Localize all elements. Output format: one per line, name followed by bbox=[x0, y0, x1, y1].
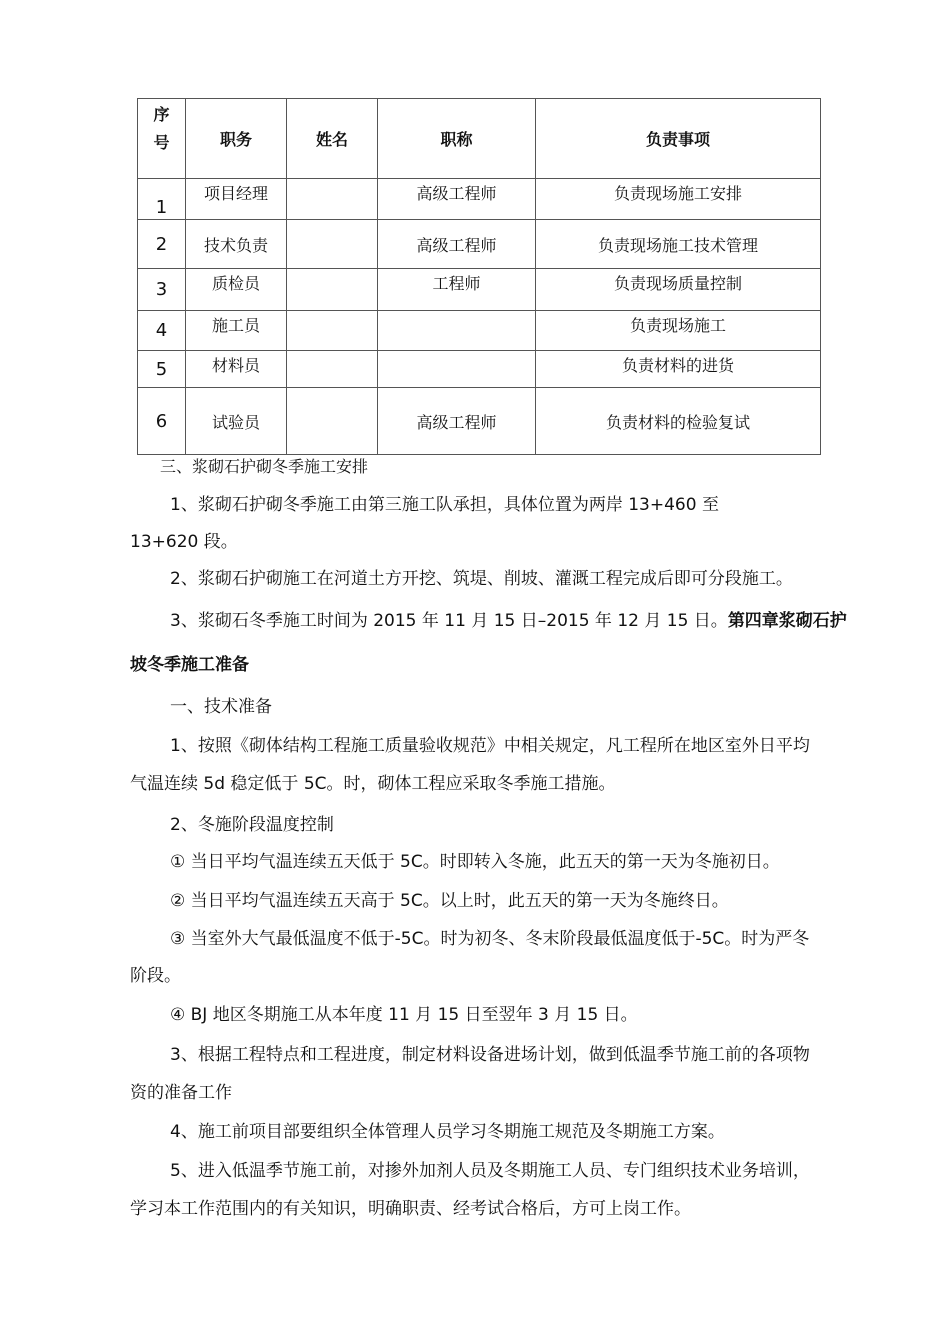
row-duty: 负责现场施工 bbox=[536, 311, 821, 351]
list-item: ④ BJ 地区冬期施工从本年度 11 月 15 日至翌年 3 月 15 日。 bbox=[170, 1005, 638, 1025]
row-name bbox=[287, 179, 378, 220]
row-name bbox=[287, 351, 378, 388]
paragraph: 5、进入低温季节施工前，对掺外加剂人员及冬期施工人员、专门组织技术业务培训， bbox=[170, 1161, 810, 1181]
row-seq: 2 bbox=[138, 220, 186, 269]
row-name bbox=[287, 269, 378, 311]
paragraph: 资的准备工作 bbox=[130, 1083, 232, 1103]
row-title: 高级工程师 bbox=[378, 388, 536, 455]
row-name bbox=[287, 388, 378, 455]
row-title bbox=[378, 351, 536, 388]
chapter-title: 坡冬季施工准备 bbox=[130, 655, 249, 675]
row-role: 项目经理 bbox=[186, 179, 287, 220]
paragraph: 2、浆砌石护砌施工在河道土方开挖、筑堤、削坡、灌溉工程完成后即可分段施工。 bbox=[170, 569, 793, 589]
row-role: 施工员 bbox=[186, 311, 287, 351]
row-duty: 负责现场施工技术管理 bbox=[536, 220, 821, 269]
table-row bbox=[138, 388, 821, 455]
paragraph bbox=[170, 610, 870, 632]
row-role: 技术负责 bbox=[186, 220, 287, 269]
paragraph: 4、施工前项目部要组织全体管理人员学习冬期施工规范及冬期施工方案。 bbox=[170, 1122, 725, 1142]
row-seq: 6 bbox=[138, 388, 186, 455]
table-header-row bbox=[138, 99, 821, 179]
row-role: 材料员 bbox=[186, 351, 287, 388]
table-row bbox=[138, 269, 821, 311]
row-duty: 负责现场施工安排 bbox=[536, 179, 821, 220]
staff-table bbox=[137, 98, 821, 455]
list-item: ② 当日平均气温连续五天高于 5C。以上时，此五天的第一天为冬施终日。 bbox=[170, 891, 729, 911]
row-title bbox=[378, 311, 536, 351]
paragraph-text: 3、浆砌石冬季施工时间为 2015 年 11 月 15 日–2015 年 12 月 15 日。 bbox=[170, 611, 728, 631]
paragraph: 学习本工作范围内的有关知识，明确职责、经考试合格后，方可上岗工作。 bbox=[130, 1199, 691, 1219]
table-row bbox=[138, 220, 821, 269]
paragraph: 3、根据工程特点和工程进度，制定材料设备进场计划，做到低温季节施工前的各项物 bbox=[170, 1045, 810, 1065]
header-seq-top: 序 bbox=[153, 105, 170, 124]
table-row bbox=[138, 179, 821, 220]
chapter-title: 第四章浆砌石护 bbox=[727, 611, 847, 631]
row-role: 试验员 bbox=[186, 388, 287, 455]
row-seq: 5 bbox=[138, 351, 186, 388]
table-row bbox=[138, 311, 821, 351]
header-duty: 负责事项 bbox=[536, 99, 821, 179]
table-row bbox=[138, 351, 821, 388]
header-name: 姓名 bbox=[287, 99, 378, 179]
row-seq: 1 bbox=[138, 179, 186, 220]
section-heading: 三、浆砌石护砌冬季施工安排 bbox=[160, 457, 369, 476]
header-role: 职务 bbox=[186, 99, 287, 179]
paragraph: 1、浆砌石护砌冬季施工由第三施工队承担，具体位置为两岸 13+460 至 bbox=[170, 495, 719, 515]
row-title: 高级工程师 bbox=[378, 220, 536, 269]
row-name bbox=[287, 311, 378, 351]
list-item: 阶段。 bbox=[130, 966, 181, 986]
row-name bbox=[287, 220, 378, 269]
paragraph: 13+620 段。 bbox=[130, 532, 238, 552]
row-duty: 负责现场质量控制 bbox=[536, 269, 821, 311]
header-seq bbox=[138, 99, 186, 179]
header-seq-bottom: 号 bbox=[153, 133, 170, 152]
paragraph: 2、冬施阶段温度控制 bbox=[170, 815, 334, 835]
header-title: 职称 bbox=[378, 99, 536, 179]
row-role: 质检员 bbox=[186, 269, 287, 311]
row-seq: 3 bbox=[138, 269, 186, 311]
row-seq: 4 bbox=[138, 311, 186, 351]
section-heading: 一、技术准备 bbox=[170, 697, 272, 717]
list-item: ③ 当室外大气最低温度不低于-5C。时为初冬、冬末阶段最低温度低于-5C。时为严冬 bbox=[170, 929, 810, 949]
list-item: ① 当日平均气温连续五天低于 5C。时即转入冬施，此五天的第一天为冬施初日。 bbox=[170, 852, 780, 872]
paragraph: 1、按照《砌体结构工程施工质量验收规范》中相关规定，凡工程所在地区室外日平均 bbox=[170, 736, 810, 756]
row-duty: 负责材料的检验复试 bbox=[536, 388, 821, 455]
paragraph: 气温连续 5d 稳定低于 5C。时，砌体工程应采取冬季施工措施。 bbox=[130, 774, 616, 794]
row-duty: 负责材料的进货 bbox=[536, 351, 821, 388]
row-title: 高级工程师 bbox=[378, 179, 536, 220]
row-title: 工程师 bbox=[378, 269, 536, 311]
